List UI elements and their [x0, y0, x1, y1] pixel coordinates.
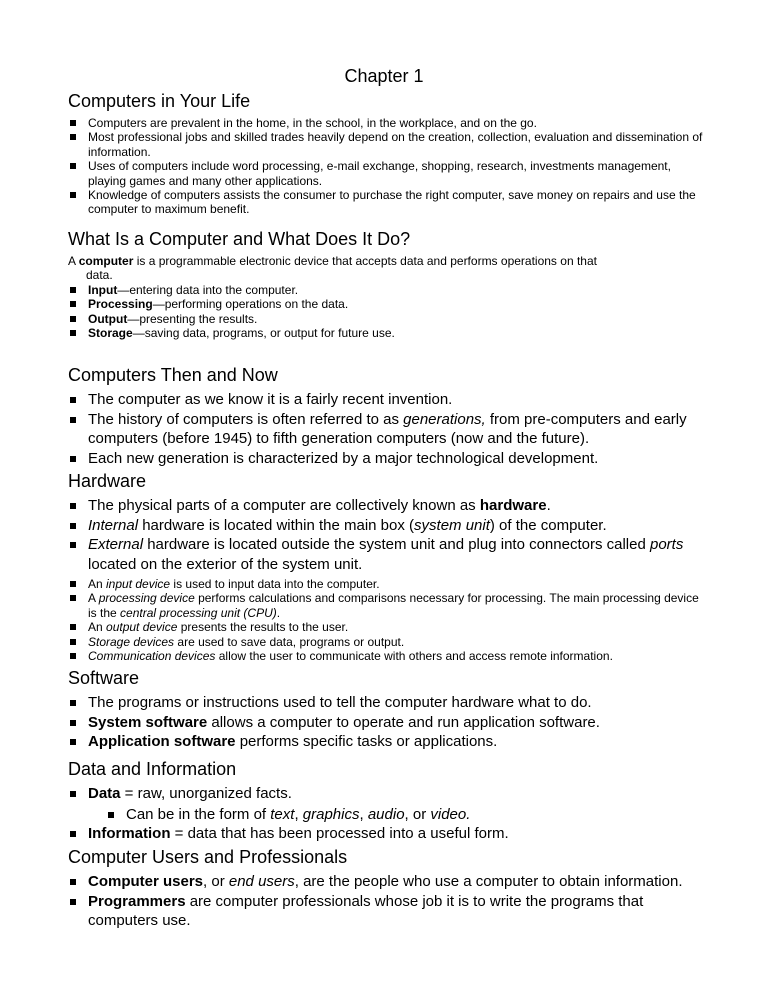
list-item: Computer users, or end users, are the people who use a computer to obtain information. — [68, 872, 708, 892]
bullet-list — [68, 283, 708, 341]
list-item: Most professional jobs and skilled trades heavily depend on the creation, collection, evaluation and dissemination of information. — [68, 130, 708, 159]
section-heading: What Is a Computer and What Does It Do? — [68, 229, 411, 249]
section-heading: Hardware — [68, 471, 147, 491]
list-item: Input—entering data into the computer. — [68, 283, 708, 297]
bullet-list — [68, 577, 708, 663]
list-item: An output device presents the results to the user. — [68, 620, 708, 634]
section-heading: Computer Users and Professionals — [68, 847, 348, 867]
list-item: Each new generation is characterized by a major technological development. — [68, 449, 708, 469]
list-item: Storage devices are used to save data, programs or output. — [68, 635, 708, 649]
section-heading: Data and Information — [68, 759, 237, 779]
section-hardware — [68, 470, 708, 663]
list-item: Communication devices allow the user to communicate with others and access remote information. — [68, 649, 708, 663]
list-item: Knowledge of computers assists the consumer to purchase the right computer, save money on repairs and use the computer to maximum benefit. — [68, 188, 708, 217]
list-item: A processing device performs calculations and comparisons necessary for processing. The main processing device is the central processing unit (CPU). — [68, 591, 708, 620]
list-item: Application software performs specific tasks or applications. — [68, 732, 708, 752]
list-item: Processing—performing operations on the data. — [68, 297, 708, 311]
list-item: Programmers are computer professionals whose job it is to write the programs that computers use. — [68, 892, 708, 931]
section-heading: Software — [68, 668, 140, 688]
list-item: The history of computers is often referred to as generations, from pre-computers and early computers (before 1945) to fifth generation computers (now and the future). — [68, 410, 708, 449]
chapter-title: Chapter 1 — [344, 66, 424, 86]
bullet-list — [68, 872, 708, 931]
sub-list-item: Can be in the form of text, graphics, audio, or video. — [106, 805, 708, 825]
list-item: Output—presenting the results. — [68, 312, 708, 326]
bullet-list — [68, 116, 708, 217]
section-what-is-a-computer — [68, 228, 708, 340]
list-item: System software allows a computer to operate and run application software. — [68, 713, 708, 733]
section-data-and-information — [68, 758, 708, 844]
intro-paragraph: A computer is a programmable electronic device that accepts data and performs operations on that data. — [68, 254, 597, 283]
list-item: An input device is used to input data into the computer. — [68, 577, 708, 591]
list-item: Information = data that has been processed into a useful form. — [68, 824, 708, 844]
section-software — [68, 667, 708, 752]
bullet-list — [68, 693, 708, 752]
sub-bullet-list — [88, 805, 708, 825]
list-item: Uses of computers include word processing, e-mail exchange, shopping, research, investments management, playing games and many other applications. — [68, 159, 708, 188]
list-item: Data = raw, unorganized facts. Can be in the form of text, graphics, audio, or video. — [68, 784, 708, 824]
list-item: Computers are prevalent in the home, in the school, in the workplace, and on the go. — [68, 116, 708, 130]
section-computer-users-and-professionals — [68, 846, 708, 931]
list-item: The computer as we know it is a fairly recent invention. — [68, 390, 708, 410]
bullet-list — [68, 496, 708, 574]
list-item: Storage—saving data, programs, or output for future use. — [68, 326, 708, 340]
section-heading: Computers Then and Now — [68, 365, 278, 385]
list-item: External hardware is located outside the system unit and plug into connectors called ports located on the exterior of the system unit. — [68, 535, 708, 574]
bullet-list — [68, 784, 708, 844]
bullet-list — [68, 390, 708, 468]
section-computers-then-and-now — [68, 364, 708, 468]
section-computers-in-your-life — [68, 90, 708, 217]
list-item: Internal hardware is located within the main box (system unit) of the computer. — [68, 516, 708, 536]
list-item: The physical parts of a computer are collectively known as hardware. — [68, 496, 708, 516]
list-item: The programs or instructions used to tell the computer hardware what to do. — [68, 693, 708, 713]
section-heading: Computers in Your Life — [68, 91, 251, 111]
